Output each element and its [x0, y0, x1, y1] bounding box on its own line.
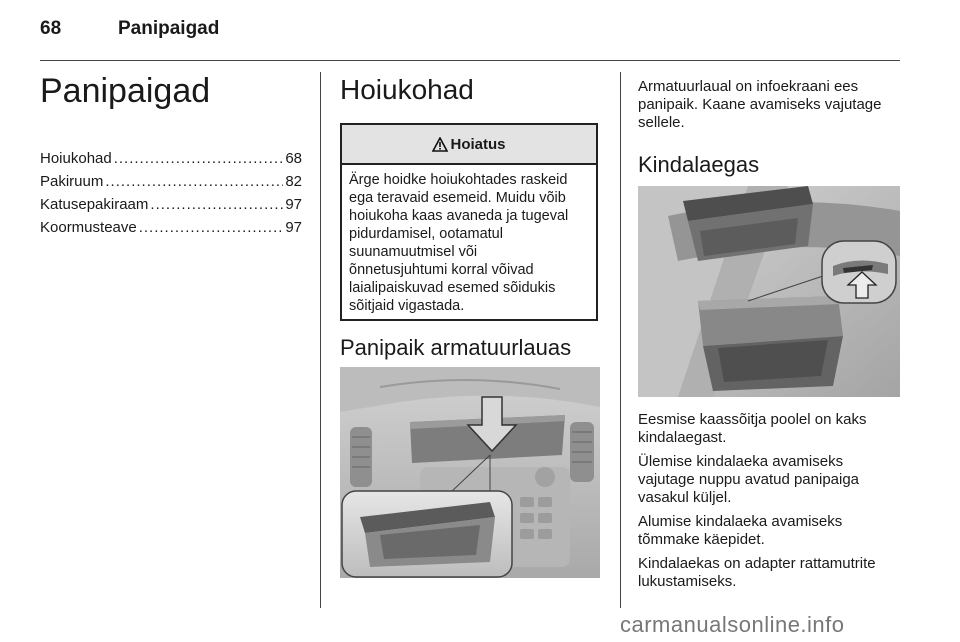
- warning-text: [342, 165, 596, 321]
- dashboard-storage-description: [638, 78, 882, 132]
- toc-entry-label: Katusepakiraam: [40, 196, 149, 213]
- toc-entry-page: 68: [285, 150, 302, 167]
- text-line: Kindalaekas on adapter rattamutrite: [638, 555, 876, 572]
- warning-line: hoiukoha kaas avaneda ja tugeval: [349, 208, 569, 224]
- text-line: Alumise kindalaeka avamiseks: [638, 513, 843, 530]
- text-line: vasakul küljel.: [638, 489, 732, 506]
- text-line: vajutage nuppu avatud panipaiga: [638, 471, 860, 488]
- paragraph: [638, 555, 900, 591]
- toc-entry-label: Koormusteave: [40, 219, 137, 236]
- toc-entry-page: 97: [285, 219, 302, 236]
- text-line: Eesmise kaassõitja poolel on kaks: [638, 411, 867, 428]
- text-line: kindalaegast.: [638, 429, 727, 446]
- text-line: lukustamiseks.: [638, 573, 737, 590]
- column-divider-right: [620, 72, 621, 608]
- warning-heading: [342, 125, 596, 165]
- chapter-title: Panipaigad: [40, 72, 211, 110]
- paragraph: [638, 513, 900, 549]
- section-title-glovebox: Kindalaegas: [638, 152, 760, 177]
- toc-entry-page: 82: [285, 173, 302, 190]
- glovebox-description: [638, 411, 900, 591]
- warning-line: õnnetusjuhtumi korral võivad: [349, 262, 534, 278]
- page-number: 68: [40, 18, 62, 39]
- toc-entry[interactable]: [40, 173, 302, 196]
- warning-line: suunamuutmisel või: [349, 244, 478, 260]
- toc-entry[interactable]: [40, 150, 302, 173]
- running-header-title: Panipaigad: [118, 18, 220, 39]
- warning-line: pidurdamisel, ootamatul: [349, 226, 503, 242]
- text-line: Ülemise kindalaeka avamiseks: [638, 453, 844, 470]
- toc-entry-page: 97: [285, 196, 302, 213]
- warning-triangle-icon: [432, 137, 448, 152]
- toc-entry-label: Hoiukohad: [40, 150, 112, 167]
- text-line: sellele.: [638, 114, 685, 131]
- warning-line: Ärge hoidke hoiukohtades raskeid: [349, 172, 568, 188]
- column-divider-left: [320, 72, 321, 608]
- warning-box: [340, 123, 598, 321]
- toc-entry[interactable]: [40, 196, 302, 219]
- toc-entry-label: Pakiruum: [40, 173, 104, 190]
- paragraph: [638, 453, 900, 507]
- text-line: panipaik. Kaane avamiseks vajutage: [638, 96, 882, 113]
- warning-line: ega teravaid esemeid. Muidu võib: [349, 190, 566, 206]
- watermark: carmanualsonline.info: [620, 612, 845, 637]
- text-line: Armatuurlaual on infoekraani ees: [638, 78, 859, 95]
- toc-leader-dots: [105, 173, 283, 190]
- warning-line: laialipaiskuvad esemed sõidukis: [349, 280, 556, 296]
- warning-heading-text: Hoiatus: [450, 135, 506, 153]
- paragraph: [638, 411, 900, 447]
- section-title-storage: Hoiukohad: [340, 74, 474, 105]
- toc-entry[interactable]: [40, 219, 302, 242]
- glovebox-illustration: [638, 186, 900, 397]
- text-line: tõmmake käepidet.: [638, 531, 765, 548]
- subsection-title-dashboard-storage: Panipaik armatuurlauas: [340, 335, 572, 360]
- header-divider: [40, 60, 900, 61]
- table-of-contents: [40, 150, 302, 242]
- toc-leader-dots: [114, 150, 284, 167]
- toc-leader-dots: [150, 196, 283, 213]
- warning-line: sõitjaid vigastada.: [349, 298, 465, 314]
- toc-leader-dots: [139, 219, 284, 236]
- dashboard-storage-illustration: [340, 367, 600, 578]
